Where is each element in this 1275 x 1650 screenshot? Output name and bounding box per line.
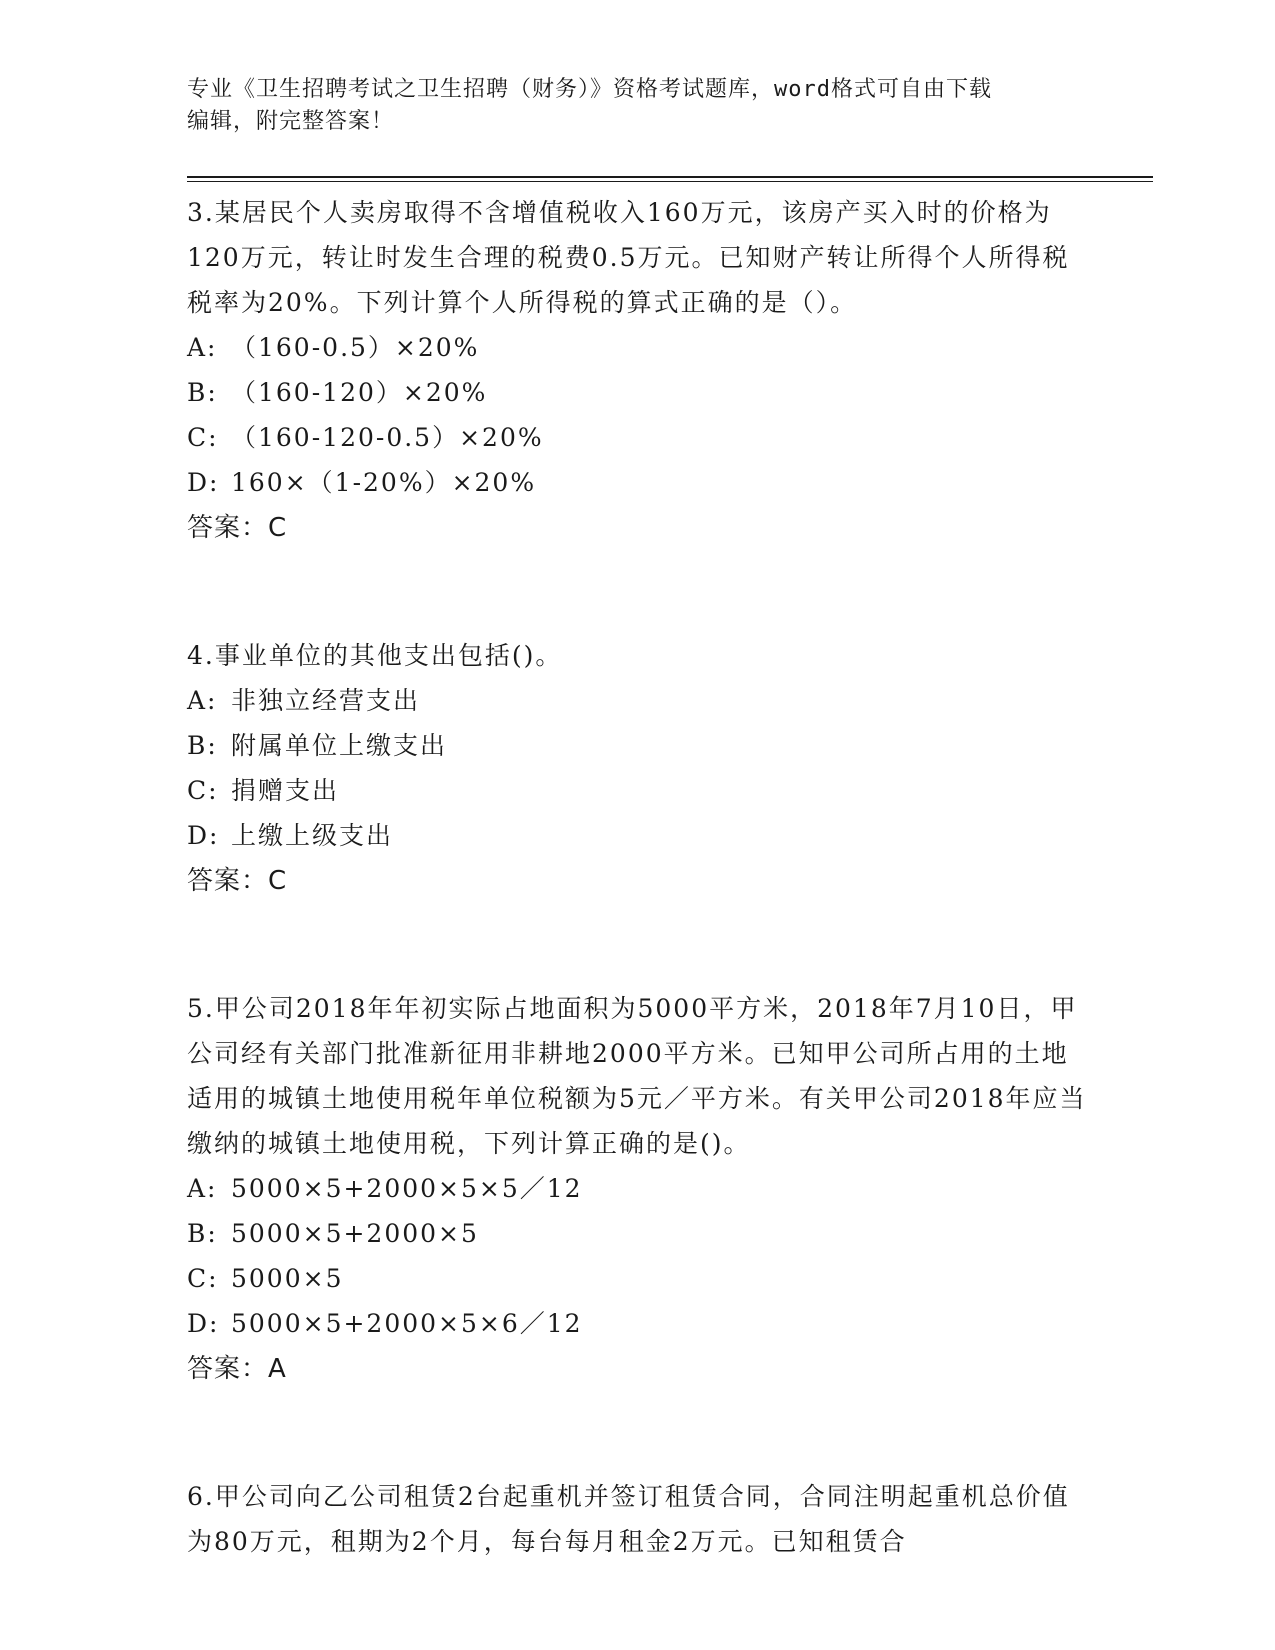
question-6 (187, 1474, 1087, 1564)
question-spacer (187, 904, 1087, 986)
option-a (187, 678, 1087, 723)
option-text: 捐赠支出 (231, 776, 340, 805)
header-divider-thick (187, 176, 1153, 178)
option-letter: B: (187, 731, 218, 760)
option-text: 附属单位上缴支出 (231, 731, 448, 760)
option-b (187, 1211, 1087, 1256)
question-3 (187, 190, 1087, 551)
question-4 (187, 633, 1087, 904)
option-d (187, 460, 1087, 505)
option-letter: B: (187, 1219, 218, 1248)
option-letter: D: (187, 468, 220, 497)
option-text: 5000×5+2000×5×5／12 (231, 1174, 583, 1203)
option-a (187, 325, 1087, 370)
option-letter: D: (187, 821, 220, 850)
option-text: 上缴上级支出 (231, 821, 394, 850)
question-spacer (187, 551, 1087, 633)
option-d (187, 813, 1087, 858)
option-c (187, 415, 1087, 460)
option-letter: A: (187, 1174, 218, 1203)
document-header (187, 74, 1077, 138)
option-letter: A: (187, 333, 218, 362)
option-b (187, 370, 1087, 415)
option-letter: D: (187, 1309, 220, 1338)
question-stem: 4.事业单位的其他支出包括()。 (187, 641, 563, 670)
option-text: 5000×5+2000×5 (231, 1219, 479, 1248)
question-spacer (187, 1392, 1087, 1474)
option-d (187, 1301, 1087, 1346)
option-text: 非独立经营支出 (231, 686, 421, 715)
option-text: （160-120-0.5）×20% (231, 423, 544, 452)
question-stem: 6.甲公司向乙公司租赁2台起重机并签订租赁合同，合同注明起重机总价值为80万元，租期为2个月，每台每月租金2万元。已知租赁合 (187, 1482, 1070, 1556)
option-text: 5000×5+2000×5×6／12 (231, 1309, 583, 1338)
option-b (187, 723, 1087, 768)
option-letter: C: (187, 1264, 219, 1293)
question-stem: 3.某居民个人卖房取得不含增值税收入160万元，该房产买入时的价格为120万元，转让时发生合理的税费0.5万元。已知财产转让所得个人所得税税率为20%。下列计算个人所得税的算式正确的是（）。 (187, 198, 1070, 317)
option-text: （160-120）×20% (231, 378, 488, 407)
header-divider-thin (187, 181, 1153, 182)
option-letter: C: (187, 423, 219, 452)
option-c (187, 1256, 1087, 1301)
question-stem: 5.甲公司2018年年初实际占地面积为5000平方米，2018年7月10日，甲公司经有关部门批准新征用非耕地2000平方米。已知甲公司所占用的土地适用的城镇土地使用税年单位税额为5元／平方米。有关甲公司2018年应当缴纳的城镇土地使用税，下列计算正确的是()。 (187, 994, 1087, 1158)
option-letter: C: (187, 776, 219, 805)
answer-line: 答案：C (187, 513, 288, 543)
header-line-1: 专业《卫生招聘考试之卫生招聘（财务）》资格考试题库，word格式可自由下载 (187, 77, 992, 102)
option-text: 160×（1-20%）×20% (231, 468, 537, 497)
option-a (187, 1166, 1087, 1211)
option-text: （160-0.5）×20% (231, 333, 480, 362)
question-5 (187, 986, 1087, 1392)
option-letter: B: (187, 378, 218, 407)
header-line-2: 编辑，附完整答案！ (187, 109, 395, 134)
answer-line: 答案：C (187, 866, 288, 896)
question-list (187, 190, 1087, 1564)
option-text: 5000×5 (231, 1264, 344, 1293)
answer-line: 答案：A (187, 1354, 287, 1384)
option-c (187, 768, 1087, 813)
option-letter: A: (187, 686, 218, 715)
